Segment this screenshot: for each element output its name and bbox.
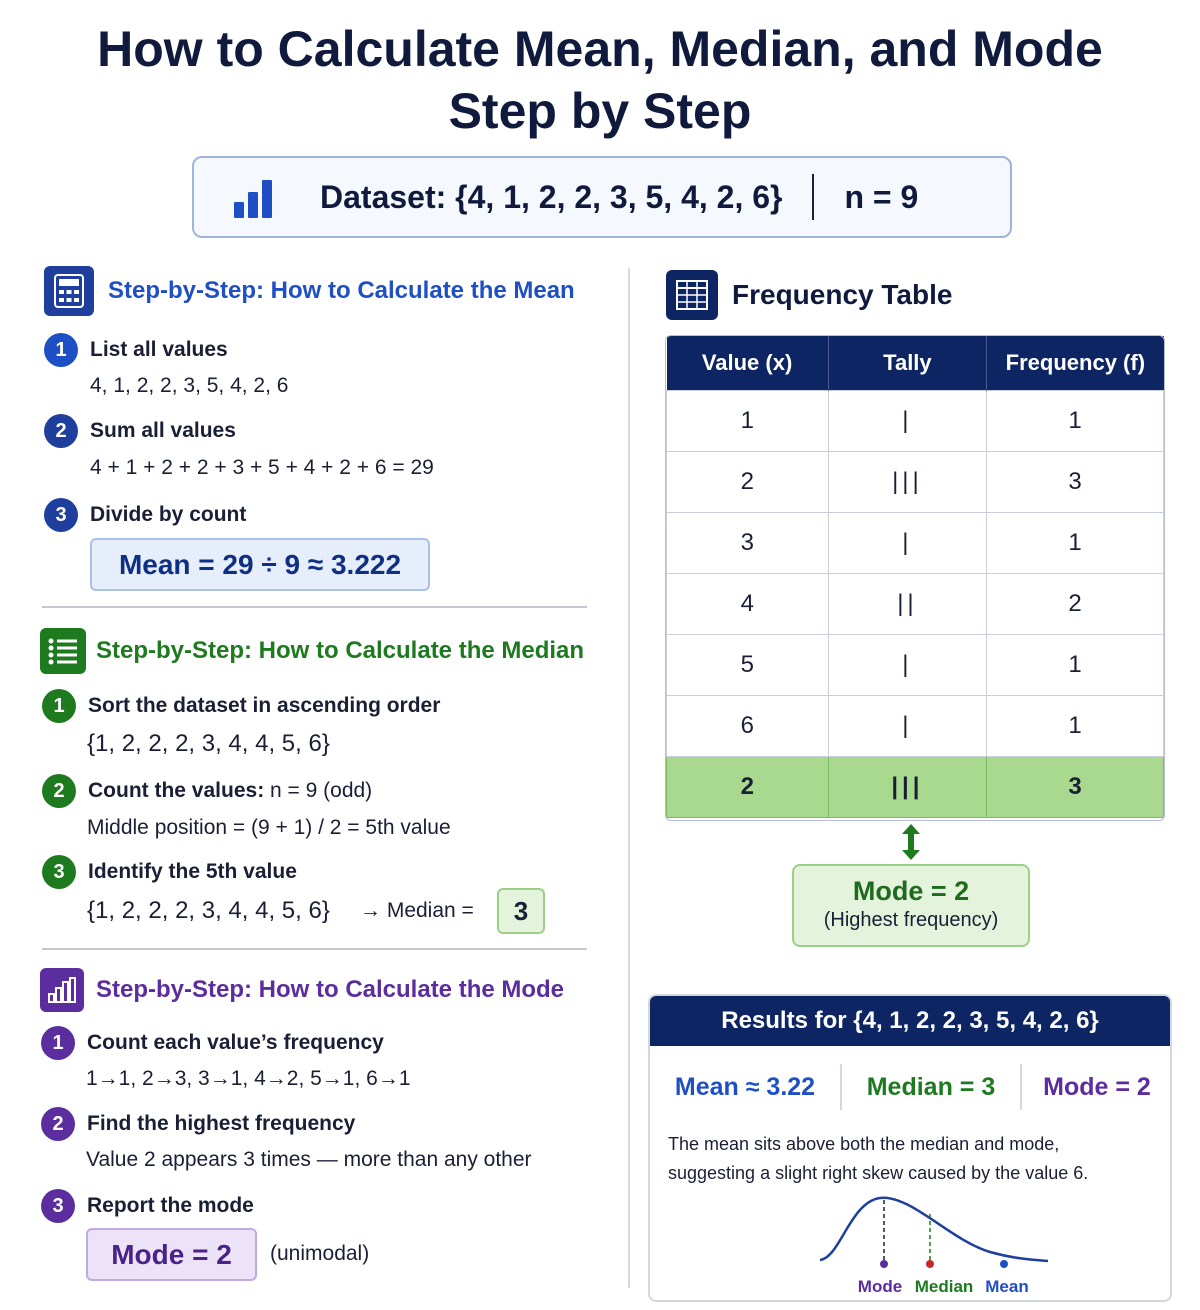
skew-curve	[820, 1198, 1048, 1261]
results-title: Results for {4, 1, 2, 2, 3, 5, 4, 2, 6}	[650, 996, 1170, 1046]
step-badge: 2	[44, 414, 78, 448]
table-row	[667, 695, 1164, 756]
mode-note: (unimodal)	[270, 1242, 370, 1265]
table-icon	[666, 270, 718, 320]
mode-result: Mode = 2	[86, 1228, 257, 1281]
tally-cell: |||	[828, 756, 987, 817]
tally-cell: |	[828, 390, 987, 451]
step-label: Divide by count	[90, 503, 247, 526]
frequency-cell: 3	[987, 756, 1164, 817]
section-divider	[42, 948, 587, 950]
tally-cell: ||	[828, 573, 987, 634]
column-header: Frequency (f)	[987, 336, 1164, 390]
mode-step-1-detail: 1→1, 2→3, 3→1, 4→2, 5→1, 6→1	[86, 1067, 411, 1090]
mean-section-header	[44, 266, 575, 316]
column-header: Tally	[828, 336, 987, 390]
table-row	[667, 390, 1164, 451]
results-median: Median = 3	[866, 1072, 996, 1101]
step-label: Identify the 5th value	[88, 860, 297, 883]
step-label: Sum all values	[90, 419, 236, 442]
value-cell: 2	[667, 451, 829, 512]
median-section-title: Step-by-Step: How to Calculate the Median	[96, 637, 585, 664]
frequency-cell: 3	[987, 451, 1164, 512]
median-arrow-text: → Median =	[360, 899, 474, 922]
calculator-icon	[44, 266, 94, 316]
mode-marker-dot	[880, 1260, 888, 1268]
step-label: Report the mode	[87, 1194, 254, 1217]
step-label: Sort the dataset in ascending order	[88, 694, 441, 717]
table-row	[667, 512, 1164, 573]
mode-step-2-detail: Value 2 appears 3 times — more than any other	[86, 1148, 532, 1171]
mode-callout	[792, 864, 1030, 947]
frequency-cell: 2	[987, 573, 1164, 634]
results-text-line-2: suggesting a slight right skew caused by the value 6.	[668, 1163, 1089, 1183]
mean-marker-dot	[1000, 1260, 1008, 1268]
bar-chart-icon	[234, 176, 280, 218]
dataset-banner	[192, 156, 1012, 238]
section-divider	[42, 606, 587, 608]
mode-step-1	[41, 1026, 384, 1060]
curve-label-mean: Mean	[985, 1277, 1029, 1296]
list-icon	[40, 628, 86, 674]
highlighted-mode-row	[667, 756, 1164, 817]
table-row	[667, 634, 1164, 695]
tally-cell: |	[828, 512, 987, 573]
step-badge: 3	[44, 498, 78, 532]
mean-section-title: Step-by-Step: How to Calculate the Mean	[108, 277, 575, 304]
step-label-extra: n = 9 (odd)	[264, 779, 373, 802]
bar-chart-icon	[40, 968, 84, 1012]
step-badge: 1	[41, 1026, 75, 1060]
mode-step-3	[41, 1189, 254, 1223]
step-badge: 2	[41, 1107, 75, 1141]
frequency-cell: 1	[987, 634, 1164, 695]
table-row	[667, 451, 1164, 512]
frequency-cell: 1	[987, 390, 1164, 451]
median-result: 3	[497, 888, 545, 934]
mean-step-2	[44, 414, 236, 448]
mean-result: Mean = 29 ÷ 9 ≈ 3.222	[90, 538, 430, 591]
mode-step-2	[41, 1107, 355, 1141]
tally-cell: |	[828, 634, 987, 695]
step-label: Find the highest frequency	[87, 1112, 356, 1135]
value-cell: 3	[667, 512, 829, 573]
mode-section-title: Step-by-Step: How to Calculate the Mode	[96, 976, 565, 1003]
value-cell: 4	[667, 573, 829, 634]
double-arrow-icon	[900, 824, 922, 860]
value-cell: 1	[667, 390, 829, 451]
mode-section-header	[40, 968, 564, 1012]
results-text-line-1: The mean sits above both the median and mode,	[668, 1134, 1060, 1154]
step-badge: 2	[42, 774, 76, 808]
mean-step-1-detail: 4, 1, 2, 2, 3, 5, 4, 2, 6	[90, 374, 289, 397]
title-line-2: Step by Step	[448, 83, 752, 139]
median-step-3-detail: {1, 2, 2, 2, 3, 4, 4, 5, 6}	[87, 897, 330, 924]
tally-cell: |	[828, 695, 987, 756]
skew-curve-diagram	[810, 1192, 1050, 1298]
step-badge: 3	[42, 855, 76, 889]
tally-cell: |||	[828, 451, 987, 512]
dataset-count: n = 9	[844, 178, 919, 215]
median-step-3	[42, 855, 297, 889]
frequency-cell: 1	[987, 695, 1164, 756]
mode-callout-title: Mode = 2	[852, 876, 970, 906]
median-step-1	[42, 689, 440, 723]
step-label: Count each value’s frequency	[87, 1031, 384, 1054]
frequency-table-title: Frequency Table	[732, 279, 953, 310]
median-step-1-detail: {1, 2, 2, 2, 3, 4, 4, 5, 6}	[87, 730, 330, 757]
step-badge: 1	[42, 689, 76, 723]
results-explanation	[668, 1130, 1088, 1188]
step-label-main: Count the values:	[88, 779, 265, 802]
dataset-label: Dataset: {4, 1, 2, 2, 3, 5, 4, 2, 6}	[320, 178, 783, 215]
curve-label-mode: Mode	[857, 1277, 903, 1296]
value-cell: 5	[667, 634, 829, 695]
results-mode: Mode = 2	[1043, 1072, 1151, 1101]
median-section-header	[40, 628, 584, 674]
results-summary-row	[650, 1062, 1172, 1112]
frequency-cell: 1	[987, 512, 1164, 573]
table-row	[667, 573, 1164, 634]
step-label: List all values	[90, 338, 228, 361]
table-header-row	[667, 336, 1164, 390]
page-title	[0, 18, 1200, 142]
column-divider	[628, 268, 630, 1288]
median-step-2	[42, 774, 372, 808]
results-panel	[648, 994, 1172, 1302]
mean-step-2-detail: 4 + 1 + 2 + 2 + 3 + 5 + 4 + 2 + 6 = 29	[90, 456, 434, 479]
value-cell: 2	[667, 756, 829, 817]
mean-step-1	[44, 333, 228, 367]
dataset-divider	[812, 174, 814, 220]
value-cell: 6	[667, 695, 829, 756]
step-label	[88, 779, 372, 803]
median-marker-dot	[926, 1260, 934, 1268]
title-line-1: How to Calculate Mean, Median, and Mode	[97, 21, 1103, 77]
frequency-table-header	[666, 270, 952, 320]
mean-step-3	[44, 498, 246, 532]
step-badge: 1	[44, 333, 78, 367]
results-mean: Mean ≈ 3.22	[674, 1072, 816, 1101]
column-header: Value (x)	[667, 336, 829, 390]
step-badge: 3	[41, 1189, 75, 1223]
mode-callout-subtitle: (Highest frequency)	[823, 909, 999, 931]
curve-label-median: Median	[914, 1277, 974, 1296]
frequency-table	[666, 336, 1164, 818]
median-step-2-detail: Middle position = (9 + 1) / 2 = 5th value	[87, 816, 451, 839]
